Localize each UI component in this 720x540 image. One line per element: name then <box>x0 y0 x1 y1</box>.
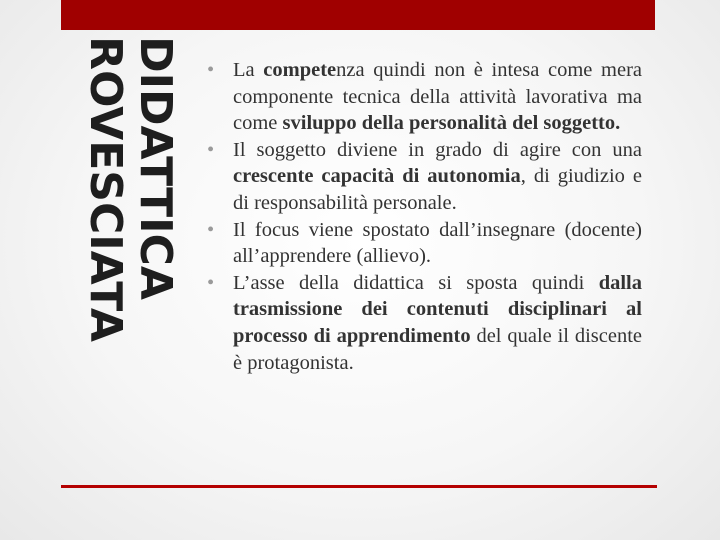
bullet-item <box>207 57 642 137</box>
vertical-title-text <box>80 36 180 342</box>
bullet-text: Il soggetto diviene in grado di agire con una <box>233 138 642 161</box>
bullet-emphasis: dalla trasmissione dei contenuti disciplinari al processo di apprendimento <box>233 271 642 347</box>
bullet-emphasis: sviluppo della personalità del soggetto. <box>282 112 621 135</box>
bullet-text: nza quindi non è intesa come mera componente tecnica della attività lavorativa ma come <box>233 59 643 135</box>
bullet-dot-icon: • <box>207 59 215 81</box>
bullet-dot-icon: • <box>207 218 215 241</box>
slide-body <box>207 57 642 376</box>
bullet-emphasis: compete <box>263 59 337 81</box>
bullet-emphasis: crescente capacità di autonomia <box>233 165 521 188</box>
bullet-item <box>207 137 642 217</box>
bullet-dot-icon: • <box>207 138 215 161</box>
bullet-list <box>207 57 642 376</box>
bullet-item <box>207 217 642 270</box>
bullet-text: , di giudizio e di responsabilità personale. <box>233 165 642 214</box>
vertical-title <box>75 36 185 342</box>
bullet-text: La <box>233 59 264 81</box>
bullet-text: L’asse della didattica si sposta quindi <box>233 271 599 294</box>
bottom-divider <box>61 485 657 488</box>
bullet-item <box>207 270 642 376</box>
bullet-text: Il focus viene spostato dall’insegnare (docente) all’apprendere (allievo). <box>233 218 642 268</box>
title-line-1: DIDATTICA <box>130 36 182 300</box>
bullet-text: del quale il discente è protagonista. <box>233 324 642 374</box>
title-line-2: ROVESCIATA <box>80 36 132 342</box>
bullet-dot-icon: • <box>207 271 215 294</box>
top-accent-bar <box>61 0 655 30</box>
